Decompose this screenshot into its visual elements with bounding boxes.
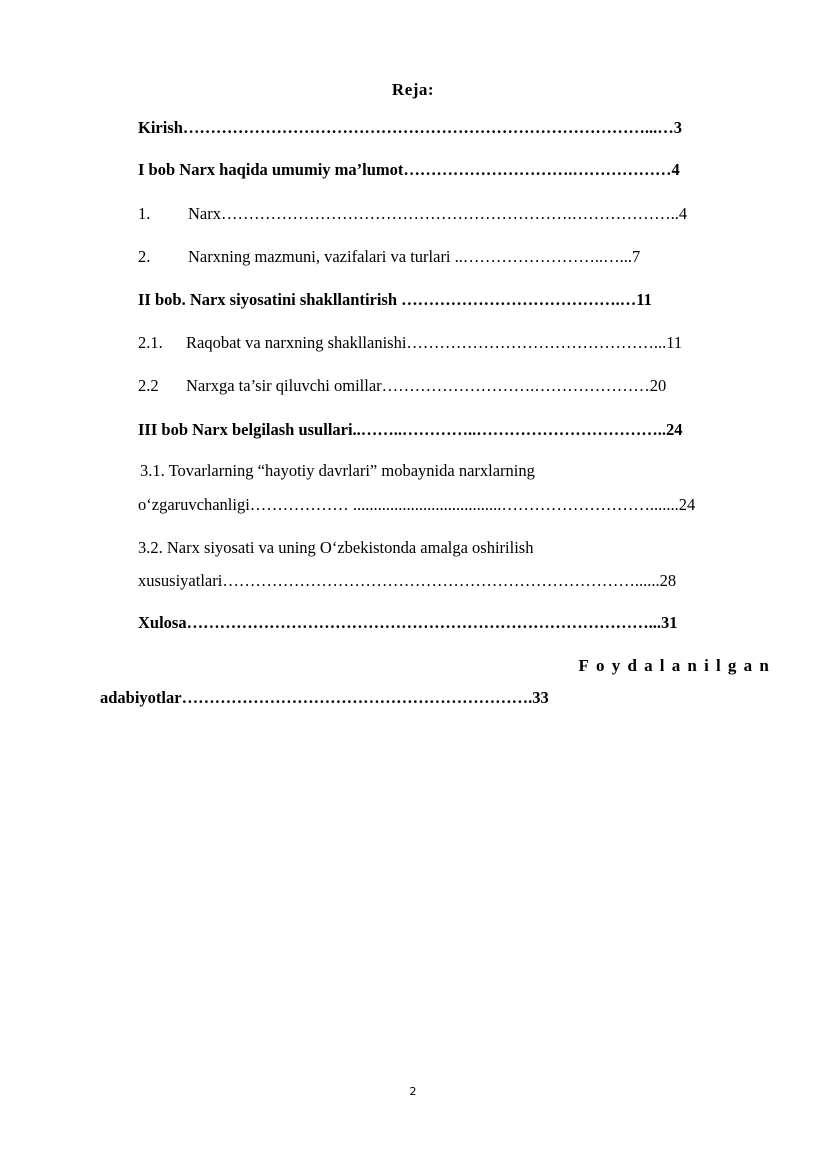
toc-entry-3-1-line-2: o‘zgaruvchanligi……………… ....................................……………………….......24	[138, 495, 696, 514]
toc-entry-3-1-line-1: 3.1. Tovarlarning “hayotiy davrlari” mobaynida narxlarning	[140, 461, 535, 480]
toc-entry-chapter-1: I bob Narx haqida umumiy ma’lumot………………………….………………4	[138, 160, 680, 179]
toc-entry-references-head: Foydalanilgan	[578, 656, 776, 675]
toc-entry-chapter-2: II bob. Narx siyosatini shakllantirish ………………………………….…11	[138, 290, 652, 309]
page-title: Reja:	[391, 80, 435, 99]
toc-entry-number: 2.2	[138, 376, 159, 395]
toc-entry-text: Narxga ta’sir qiluvchi omillar……………………….…………………20	[186, 376, 667, 395]
toc-entry-3-2-line-1: 3.2. Narx siyosati va uning O‘zbekistonda amalga oshirilish	[138, 538, 534, 557]
toc-entry-number: 1.	[138, 204, 151, 223]
toc-entry-3-2-line-2: xususiyatlari…………………………………………………………………......28	[138, 571, 677, 590]
toc-entry-text: Raqobat va narxning shakllanishi………………………………………...11	[186, 333, 683, 352]
toc-entry-references-tail: adabiyotlar……………………………………………………….33	[100, 688, 549, 707]
toc-entry-text: Narxning mazmuni, vazifalari va turlari ..……………………..…...7	[188, 247, 641, 266]
toc-entry-text: Narx……………………………………………………….………………..4	[188, 204, 688, 223]
toc-entry-number: 2.	[138, 247, 151, 266]
toc-entry-2-2	[138, 376, 775, 396]
toc-entry-kirish: Kirish…………………………………………………………………………...…3	[138, 118, 683, 137]
toc-entry-2-1	[138, 333, 775, 353]
toc-entry-chapter-3: III bob Narx belgilash usullari..……..…………..……………………………..24	[138, 420, 683, 439]
page-number: 2	[409, 1085, 417, 1098]
toc-entry-2	[138, 247, 775, 267]
toc-entry-number: 2.1.	[138, 333, 163, 352]
toc-entry-xulosa: Xulosa…………………………………………………………………………...31	[138, 613, 678, 632]
toc-entry-1	[138, 204, 775, 224]
